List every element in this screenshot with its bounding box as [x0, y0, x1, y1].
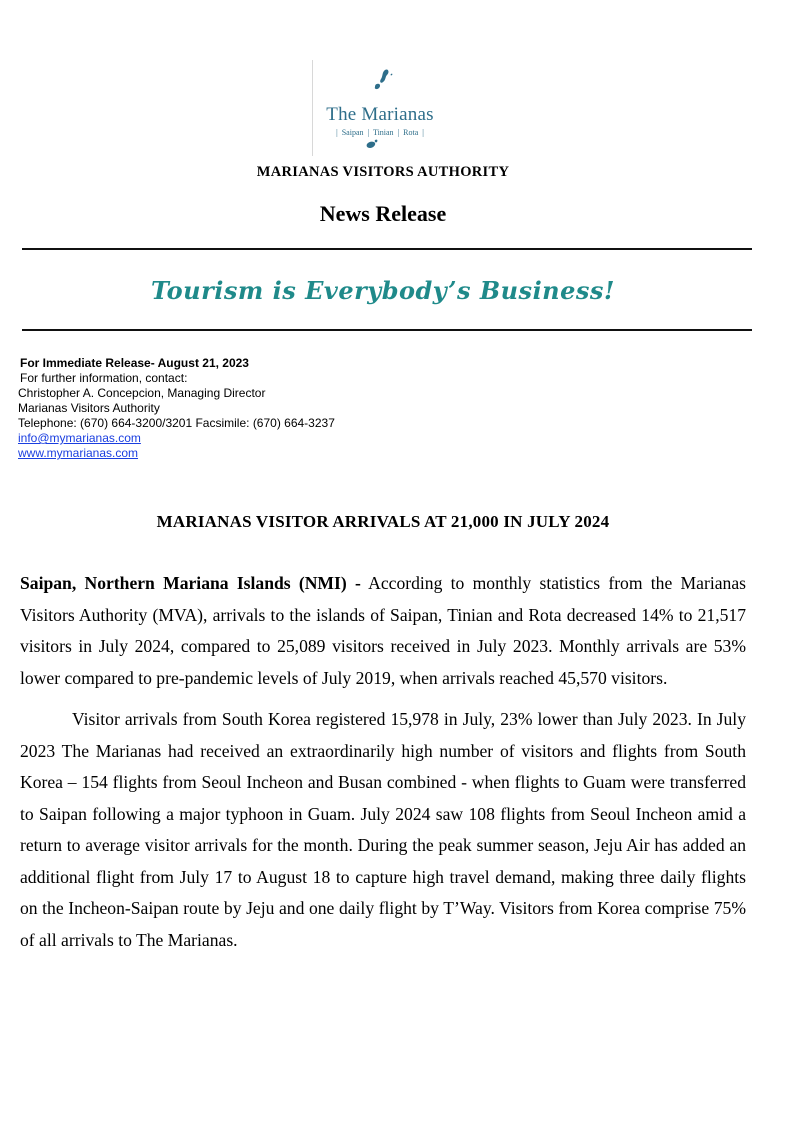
release-date: For Immediate Release- August 21, 2023	[20, 356, 249, 370]
dateline: Saipan, Northern Mariana Islands (NMI) -	[20, 573, 361, 593]
paragraph-2: Visitor arrivals from South Korea registered 15,978 in July, 23% lower than July 2023. In July 2023 The Marianas had received an extraordinarily high number of visitors and flights from South Korea – 154 flights from Seoul Incheon and Busan combined - when flights to Guam were transferred to Saipan following a major typhoon in Guam. July 2024 saw 108 flights from Seoul Incheon amid a return to average visitor arrivals for the month. During the peak summer season, Jeju Air has added an additional flight from July 17 to August 18 to capture high travel demand, making three daily flights on the Incheon-Saipan route by Jeju and one daily flight by T’Way. Visitors from Korea comprise 75% of all arrivals to The Marianas.	[20, 709, 746, 950]
contact-phone: Telephone: (670) 664-3200/3201 Facsimile: (670) 664-3237	[18, 416, 335, 430]
email-link[interactable]: info@mymarianas.com	[18, 431, 141, 445]
top-divider	[22, 248, 752, 250]
organization-name: MARIANAS VISITORS AUTHORITY	[256, 164, 510, 180]
logo-title: The Marianas	[326, 104, 434, 125]
tagline: Tourism is Everybody’s Business!	[151, 276, 615, 305]
headline: MARIANAS VISITOR ARRIVALS AT 21,000 IN JULY 2024	[156, 512, 610, 531]
contact-name: Christopher A. Concepcion, Managing Director	[18, 386, 266, 400]
marianas-logo	[312, 60, 447, 156]
logo-subtitle: | Saipan | Tinian | Rota |	[336, 128, 424, 137]
article-body	[20, 568, 746, 966]
paragraph-1	[20, 568, 746, 694]
news-release-title: News Release	[319, 201, 447, 226]
website-link[interactable]: www.mymarianas.com	[18, 446, 139, 460]
contact-block	[18, 356, 335, 461]
contact-org: Marianas Visitors Authority	[18, 401, 160, 415]
further-info-label: For further information, contact:	[20, 371, 188, 385]
paragraph-1-text: According to monthly statistics from the Marianas Visitors Authority (MVA), arrivals to the islands of Saipan, Tinian and Rota decreased 14% to 21,517 visitors in July 2024, compared to 25,089 visitors received in July 2023. Monthly arrivals are 53% lower compared to pre-pandemic levels of July 2019, when arrivals reached 45,570 visitors.	[20, 573, 746, 688]
bottom-divider	[22, 329, 752, 331]
